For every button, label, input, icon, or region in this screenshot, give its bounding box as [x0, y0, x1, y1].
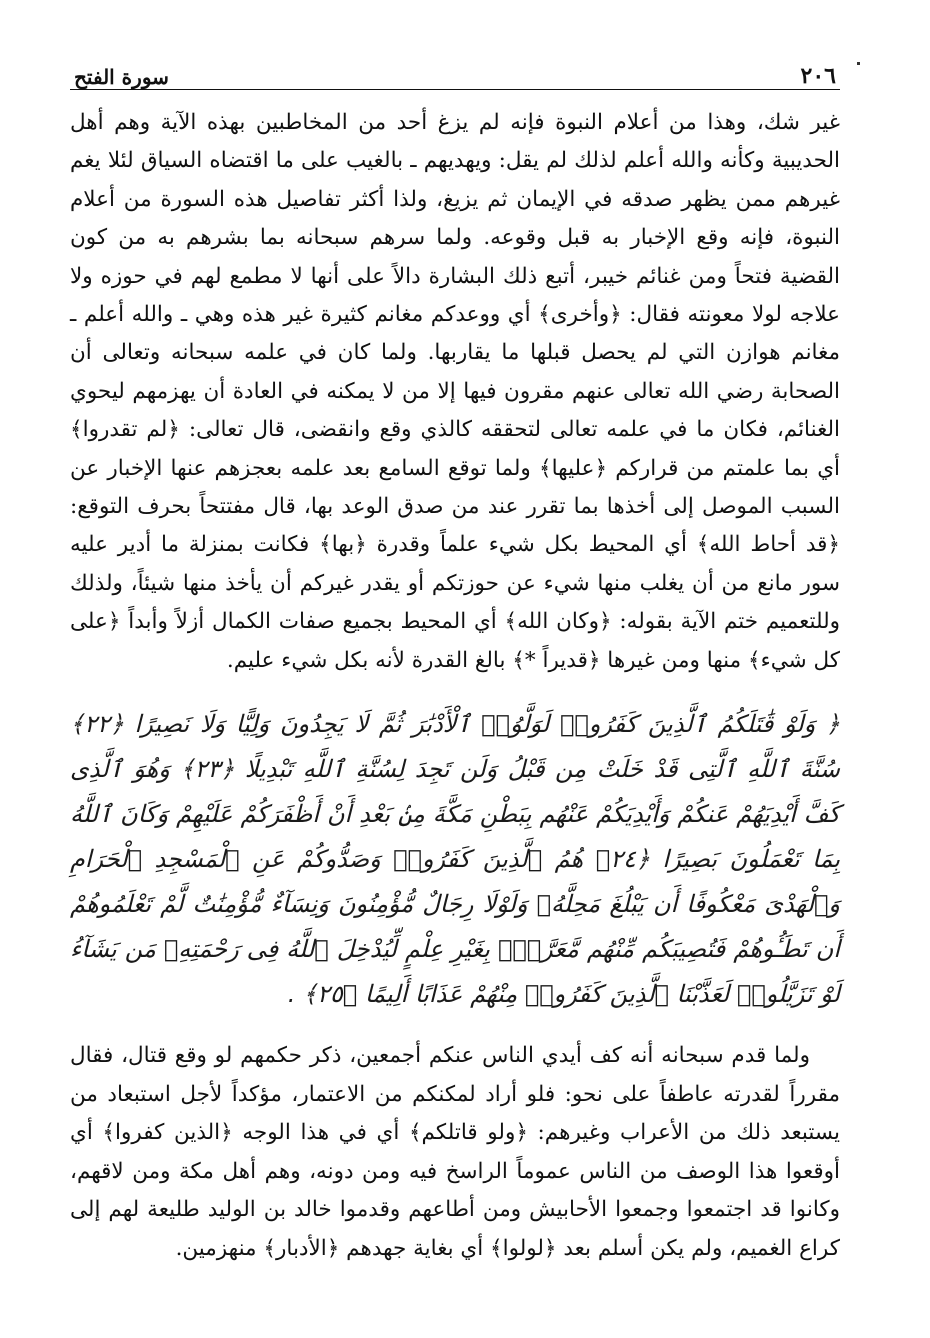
page-corner-mark — [857, 62, 860, 65]
page-number: ٢٠٦ — [800, 63, 836, 89]
commentary-block-1 — [70, 104, 840, 680]
quran-verses-block — [70, 702, 840, 1017]
page — [70, 55, 840, 1325]
commentary-paragraph-2: ولما قدم سبحانه أنه كف أيدي الناس عنكم أجمعين، ذكر حكمهم لو وقع قتال، فقال مقرراً لقدرته عاطفاً على نحو: فلو أراد لمكنكم من الاعتمار، مؤكداً لأجل استبعاد من يستبعد ذلك من الأعراب وغيرهم: ﴿ولو قاتلكم﴾ أي في هذا الوجه ﴿الذين كفروا﴾ أي أوقعوا هذا الوصف من الناس عموماً الراسخ فيه ومن دونه، وهم أهل مكة ومن لاقهم، وكانوا قد اجتمعوا وجمعوا الأحابيش ومن أطاعهم وقدموا خالد بن الوليد طليعة لهم إلى كراع الغميم، ولم يكن أسلم بعد ﴿لولوا﴾ أي بغاية جهدهم ﴿الأدبار﴾ منهزمين. — [70, 1043, 840, 1261]
commentary-paragraph-1: غير شك، وهذا من أعلام النبوة فإنه لم يزغ أحد من المخاطبين بهذه الآية وهم أهل الحديبية وكأنه والله أعلم لذلك لم يقل: ويهديهم ـ بالغيب على ما اقتضاه السياق لئلا يغم غيرهم ممن يظهر صدقه في الإيمان ثم يزيغ، ولذا أكثر تفاصيل هذه السورة من أعلام النبوة، فإنه وقع الإخبار به قبل وقوعه. ولما سرهم سبحانه بما بشرهم به من كون القضية فتحاً ومن غنائم خيبر، أتبع ذلك البشارة دالاً على أنها لا مطمع لهم في حوزه ولا علاجه لولا معونته فقال: ﴿وأخرى﴾ أي ووعدكم مغانم كثيرة غير هذه وهي ـ والله أعلم ـ مغانم هوازن التي لم يحصل قبلها ما يقاربها. ولما كان في علمه سبحانه وتعالى أن الصحابة رضي الله تعالى عنهم مقرون فيها إلا من لا يمكنه في العادة أن يهزمهم ليحوي الغنائم، فكان ما في علمه تعالى لتحققه كالذي وقع وانقضى، قال تعالى: ﴿لم تقدروا﴾ أي بما علمتم من قراركم ﴿عليها﴾ ولما توقع السامع بعد علمه بعجزهم عنها الإخبار عن السبب الموصل إلى أخذها بما تقرر عند من صدق الوعد بها، قال مفتتحاً بحرف التوقع: ﴿قد أحاط الله﴾ أي المحيط بكل شيء علماً وقدرة ﴿بها﴾ فكانت بمنزلة ما أدير عليه سور مانع من أن يغلب منها شيء عن حوزتكم أو يقدر غيركم أن يأخذ منها شيئاً، ولذلك وللتعميم ختم الآية بقوله: ﴿وكان الله﴾ أي المحيط بجميع صفات الكمال أزلاً وأبداً ﴿على كل شيء﴾ منها ومن غيرها ﴿قديراً *﴾ بالغ القدرة لأنه بكل شيء عليم. — [70, 110, 840, 673]
commentary-block-2 — [70, 1037, 840, 1268]
quran-verses-text: ﴿ وَلَوْ قَٰتَلَكُمُ ٱلَّذِينَ كَفَرُوا۟ لَوَلَّوُا۟ ٱلْأَدْبَٰرَ ثُمَّ لَا يَجِدُونَ وَلِيًّا وَلَا نَصِيرًا ﴿٢٢﴾ سُنَّةَ ٱللَّهِ ٱلَّتِى قَدْ خَلَتْ مِن قَبْلُ وَلَن تَجِدَ لِسُنَّةِ ٱللَّهِ تَبْدِيلًا ﴿٢٣﴾ وَهُوَ ٱلَّذِى كَفَّ أَيْدِيَهُمْ عَنكُمْ وَأَيْدِيَكُمْ عَنْهُم بِبَطْنِ مَكَّةَ مِنۢ بَعْدِ أَنْ أَظْفَرَكُمْ عَلَيْهِمْ وَكَانَ ٱللَّهُ بِمَا تَعْمَلُونَ بَصِيرًا ﴿٢٤﴾ هُمُ ٱلَّذِينَ كَفَرُوا۟ وَصَدُّوكُمْ عَنِ ٱلْمَسْجِدِ ٱلْحَرَامِ وَٱلْهَدْىَ مَعْكُوفًا أَن يَبْلُغَ مَحِلَّهُۥ وَلَوْلَا رِجَالٌ مُّؤْمِنُونَ وَنِسَآءٌ مُّؤْمِنَٰتٌ لَّمْ تَعْلَمُوهُمْ أَن تَطَـُٔوهُمْ فَتُصِيبَكُم مِّنْهُم مَّعَرَّةٌۢ بِغَيْرِ عِلْمٍ لِّيُدْخِلَ ٱللَّهُ فِى رَحْمَتِهِۦ مَن يَشَآءُ لَوْ تَزَيَّلُوا۟ لَعَذَّبْنَا ٱلَّذِينَ كَفَرُوا۟ مِنْهُمْ عَذَابًا أَلِيمًا ﴿٢٥﴾ . — [70, 710, 841, 1009]
surah-name: سورة الفتح — [74, 65, 169, 89]
page-header — [70, 55, 840, 90]
